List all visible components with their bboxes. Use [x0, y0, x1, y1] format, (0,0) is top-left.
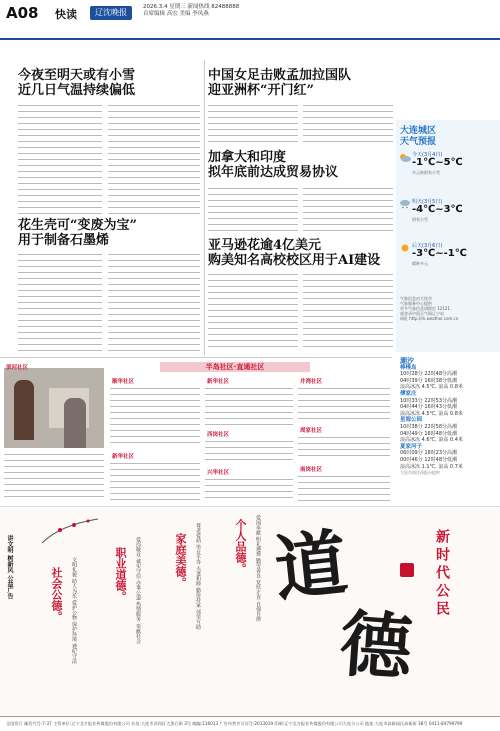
community-body-4 [205, 386, 293, 426]
community-body-3 [110, 461, 200, 503]
ad-col-3-title: 家庭美德。 [174, 533, 187, 588]
community-body-5 [205, 439, 293, 465]
community-sub-2: 顺华社区 [112, 379, 135, 385]
snow-icon [399, 199, 411, 209]
ad-col-2-text: 爱岗敬业 诚实守信 办事公道 热情服务 奉献社会 [135, 537, 141, 644]
weather-title: 大连城区 天气预报 [400, 126, 437, 147]
ad-big-character-2: 德 [337, 600, 415, 691]
tide-group: 星海公园 10时38分 22时58分高潮 04时49分 16时48分低潮 浪高冰冻 4.6℃, 浪高 0.4米 [400, 417, 463, 444]
ad-col-2-title: 职业道德。 [114, 547, 127, 602]
community-body-7 [298, 386, 390, 422]
column-divider [204, 60, 205, 355]
weather-day-2-desc: 阴有小雪 [412, 217, 428, 222]
ad-big-character-1: 道 [270, 519, 352, 612]
tide-group: 棒棰岛 10时28分 22时48分高潮 04时39分 16时38分低潮 浪高冰冻 4.5℃, 浪高 0.8米 [400, 364, 463, 391]
carrot-body-left [18, 252, 102, 352]
ad-col-3-text: 尊老爱幼 男女平等 夫妻和睦 勤俭持家 邻里互助 [195, 523, 201, 630]
ad-col-1-text: 文明礼貌 助人为乐 爱护公物 保护环境 遵纪守法 [71, 557, 77, 664]
ad-col-1-title: 社会公德。 [50, 567, 63, 622]
tide-panel [396, 358, 500, 477]
community-body-1 [4, 452, 104, 502]
community-sub-7: 井湾社区 [300, 379, 323, 385]
section-name: 快读 [55, 8, 77, 21]
weather-day-2-date: 明天(3月5日) [412, 199, 443, 205]
community-sub-5: 西岗社区 [207, 432, 230, 438]
amazon-headline: 亚马逊花逾4亿美元 购美知名高校校区用于AI建设 [208, 238, 381, 268]
snow-body-right [108, 103, 200, 215]
ad-slogan: 新时代公民 [434, 529, 450, 619]
section-divider [0, 357, 392, 358]
ad-col-4-title: 个人品德。 [234, 519, 247, 574]
ad-tag: 讲文明 树新风 公益广告 [6, 535, 13, 600]
header-info [143, 4, 343, 18]
community-sub-3: 新华社区 [112, 454, 135, 460]
canada-body-right [303, 186, 393, 234]
public-service-ad [0, 506, 500, 714]
canada-body-left [208, 186, 298, 234]
weather-day-3-temp: -3℃~-1℃ [412, 248, 467, 259]
tide-title: 潮汐 [400, 357, 414, 365]
community-body-9 [298, 474, 390, 502]
snow-body-left [18, 103, 102, 215]
editor-line: 首席编辑 高宏 美编 李凤燕 [143, 11, 209, 17]
weather-day-2-temp: -4℃~3℃ [412, 204, 463, 215]
community-band: 半岛社区·直通社区 [160, 362, 310, 372]
weather-credit: 气象信息由大连市 气象服务中心提供 更多气象信息请拨打 12121 或登录中国天气网辽宁站 网址 http://ln.weather.com.cn [400, 296, 459, 321]
seal-icon [400, 563, 414, 577]
community-body-8 [298, 435, 390, 461]
snow-headline: 今夜至明天或有小雪 近几日气温持续偏低 [18, 68, 136, 98]
community-body-2 [110, 386, 200, 446]
football-body-right [303, 103, 393, 145]
tide-group: 夏家河子 06时09分 18时23分高潮 00时46分 12时48分低潮 浪高冰冻 1.1℃, 浪高 0.7米 [400, 443, 463, 470]
cloud-snow-icon [399, 153, 411, 163]
weather-day-1-desc: 多云转阴有小雪 [412, 170, 440, 175]
carrot-body-right [108, 252, 200, 352]
weather-day-3-date: 后天(3月6日) [412, 243, 443, 249]
community-photo [4, 368, 104, 448]
amazon-body-left [208, 272, 298, 352]
community-sub-6: 兴华社区 [207, 470, 230, 476]
page-number: A08 [6, 4, 39, 22]
community-sub-4: 新华社区 [207, 379, 230, 385]
community-body-6 [205, 477, 293, 503]
community-sub-1: 滨河社区 [6, 365, 29, 371]
plum-branch-icon [40, 515, 100, 545]
ad-col-4-text: 爱国奉献 明礼遵规 勤劳善良 宽厚正直 自强自律 [255, 515, 261, 622]
carrot-headline: 花生壳可“变废为宝” 用于制备石墨烯 [18, 218, 137, 248]
football-headline: 中国女足击败孟加拉国队 迎亚洲杯“开门红” [208, 68, 352, 98]
weather-day-1-temp: -1℃~5℃ [412, 157, 463, 168]
brand-logo: 辽沈晚报 [90, 6, 132, 20]
page-header [0, 0, 500, 40]
date-line: 2026.3.4 星期三 新闻热线 82488888 [143, 4, 240, 10]
weather-day-3-desc: 晴转多云 [412, 261, 428, 266]
page-footer: 全国发行 邮发代号:7-37 主管单位:辽宁北方报业传媒股份有限公司 社址:大连市西岗区大黑石街 3号 邮编:116013 广告经营许可证号:2013019 印刷:辽宁北方报业传媒股份有限公司大连分公司 地址:大连市高新园区高新街 38号 0411-84799799 [0, 716, 500, 731]
football-body-left [208, 103, 298, 145]
amazon-body-right [303, 272, 393, 352]
community-sub-8: 周家社区 [300, 428, 323, 434]
tide-credit: 大连市海洋预报台提供 [400, 470, 440, 476]
community-sub-9: 南岗社区 [300, 467, 323, 473]
weather-day-1-date: 今天(3月4日) [412, 152, 443, 158]
tide-group: 傅家庄 10时33分 22时53分高潮 04时44分 16时43分低潮 浪高冰冻 4.5℃, 浪高 0.8米 [400, 390, 463, 417]
canada-headline: 加拿大和印度 拟年底前达成贸易协议 [208, 150, 339, 180]
sun-icon [399, 243, 411, 253]
